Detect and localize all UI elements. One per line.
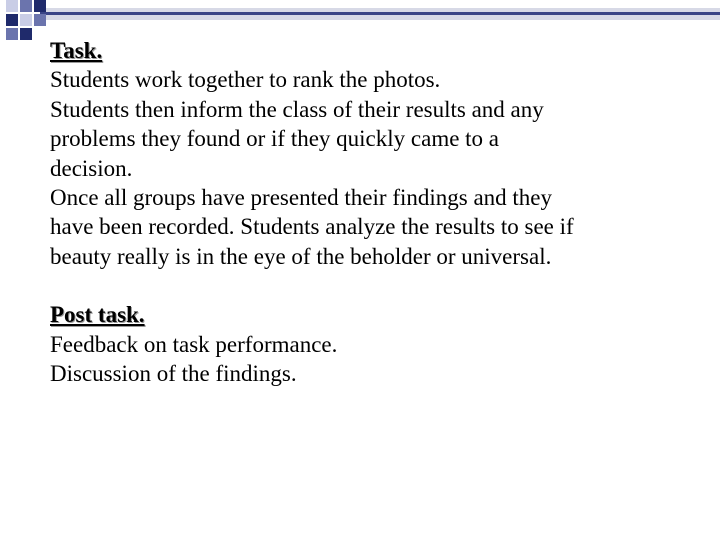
post-task-line-1: Feedback on task performance. <box>50 331 338 357</box>
task-line-1: Students work together to rank the photos. <box>50 67 441 93</box>
top-bar-dark <box>40 12 720 15</box>
task-heading: Task. <box>50 38 103 63</box>
task-line-4: decision. <box>50 155 133 181</box>
deco-square-3 <box>34 0 46 12</box>
deco-square-5 <box>20 14 32 26</box>
task-line-2: Students then inform the class of their results and any <box>50 96 544 122</box>
section-gap <box>50 271 690 300</box>
post-task-heading: Post task. <box>50 302 145 328</box>
task-line-7: beauty really is in the eye of the beholder or universal. <box>50 243 552 269</box>
deco-square-2 <box>20 0 32 12</box>
deco-square-6 <box>34 14 46 26</box>
slide-body <box>50 36 690 388</box>
deco-square-1 <box>6 0 18 12</box>
post-task-line-2: Discussion of the findings. <box>50 361 297 387</box>
task-line-3: problems they found or if they quickly came to a <box>50 126 500 152</box>
deco-square-7 <box>6 28 18 40</box>
deco-square-4 <box>6 14 18 26</box>
task-line-5: Once all groups have presented their findings and they <box>50 185 553 211</box>
deco-square-8 <box>20 28 32 40</box>
task-line-6: have been recorded. Students analyze the results to see if <box>50 214 574 240</box>
task-heading-line <box>50 36 690 65</box>
post-task-heading-line <box>50 300 690 329</box>
